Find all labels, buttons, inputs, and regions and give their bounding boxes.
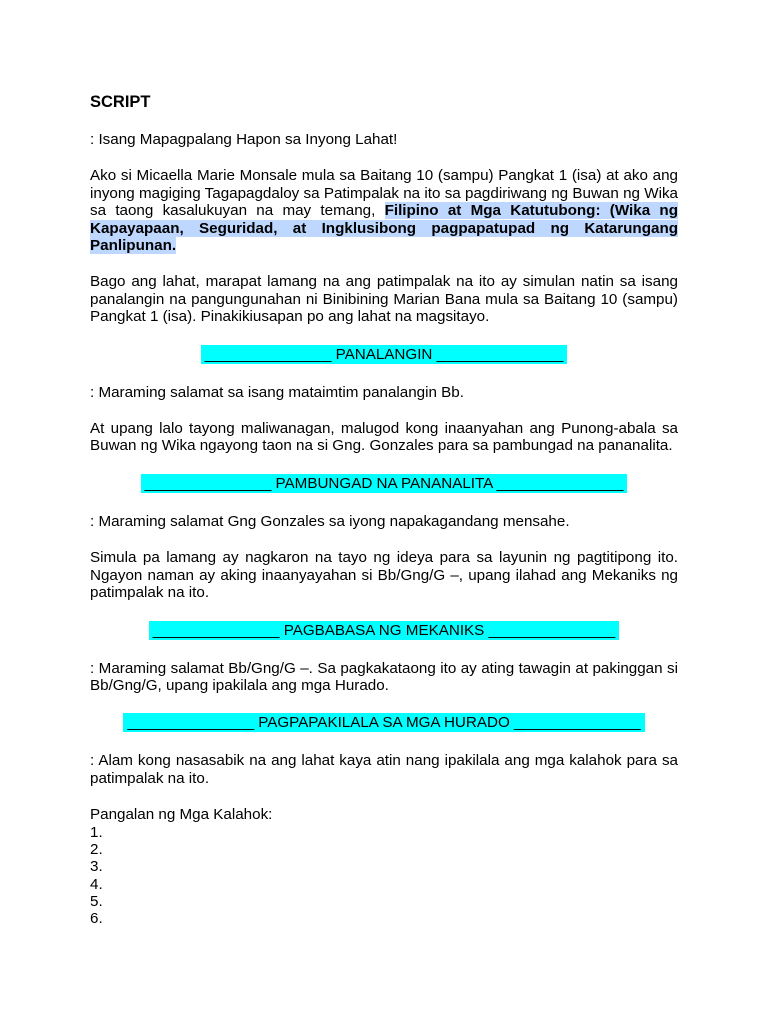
prayer-thanks: : Maraming salamat sa isang mataimtim panalangin Bb. <box>90 383 464 401</box>
document-body <box>90 92 678 928</box>
mechanics-thanks: : Maraming salamat Bb/Gng/G –. Sa pagkakataong ito ay ating tawagin at pakinggan si Bb/Gng/G, upang ipakilala ang mga Hurado. <box>90 659 678 694</box>
opening-remarks-thanks: : Maraming salamat Gng Gonzales sa iyong napakagandang mensahe. <box>90 512 570 530</box>
mechanics-banner-row <box>90 621 678 640</box>
mechanics-introduction: Simula pa lamang ay nagkaron na tayo ng ideya para sa layunin ng pagtitipong ito. Ngayon naman ay aking inaanyayahan si Bb/Gng/G –, upang ilahad ang Mekaniks ng patimpalak na ito. <box>90 549 678 602</box>
host-introduction <box>90 167 678 254</box>
opening-remarks-banner-row <box>90 474 678 493</box>
prayer-banner: _______________ PANALANGIN _______________ <box>201 345 568 364</box>
greeting: : Isang Mapagpalang Hapon sa Inyong Lahat! <box>90 131 398 148</box>
document-title: SCRIPT <box>90 93 151 111</box>
contestants-label: Pangalan ng Mga Kalahok: <box>90 806 273 824</box>
prayer-banner-row <box>90 345 678 364</box>
contestant-item: 3. <box>90 858 103 876</box>
contestant-item: 5. <box>90 893 103 911</box>
contestant-item: 2. <box>90 840 103 858</box>
host-introduction-text: Ako si Micaella Marie Monsale mula sa Baitang 10 (sampu) Pangkat 1 (isa) at ako ang inyong magiging Tagapagdaloy sa Patimpalak na ito sa pagdiriwang ng Buwan ng Wika sa taong kasalukuyan na may temang, <box>90 167 678 220</box>
contestants-introduction: : Alam kong nasasabik na ang lahat kaya atin nang ipakilala ang mga kalahok para sa patimpalak na ito. <box>90 752 678 787</box>
theme-highlight: Filipino at Mga Katutubong: (Wika ng Kapayapaan, Seguridad, at Ingklusibong pagpapatupad ng Katarungang Panlipunan. <box>90 202 678 255</box>
opening-remarks-introduction: At upang lalo tayong maliwanagan, malugod kong inaanyahan ang Punong-abala sa Buwan ng Wika ngayong taon na si Gng. Gonzales para sa pambungad na pananalita. <box>90 420 678 455</box>
contestant-item: 1. <box>90 823 103 841</box>
prayer-introduction: Bago ang lahat, marapat lamang na ang patimpalak na ito ay simulan natin sa isang panalangin na pangungunahan ni Binibining Marian Bana mula sa Baitang 10 (sampu) Pangkat 1 (isa). Pinakikiusapan po ang lahat na magsitayo. <box>90 273 678 326</box>
contestant-item: 4. <box>90 875 103 893</box>
contestant-item: 6. <box>90 910 103 928</box>
mechanics-banner: _______________ PAGBABASA NG MEKANIKS _______________ <box>149 621 619 640</box>
contestants-list <box>90 806 678 928</box>
judges-banner: _______________ PAGPAPAKILALA SA MGA HURADO _______________ <box>123 713 644 732</box>
opening-remarks-banner: _______________ PAMBUNGAD NA PANANALITA _______________ <box>141 474 628 493</box>
judges-banner-row <box>90 713 678 732</box>
